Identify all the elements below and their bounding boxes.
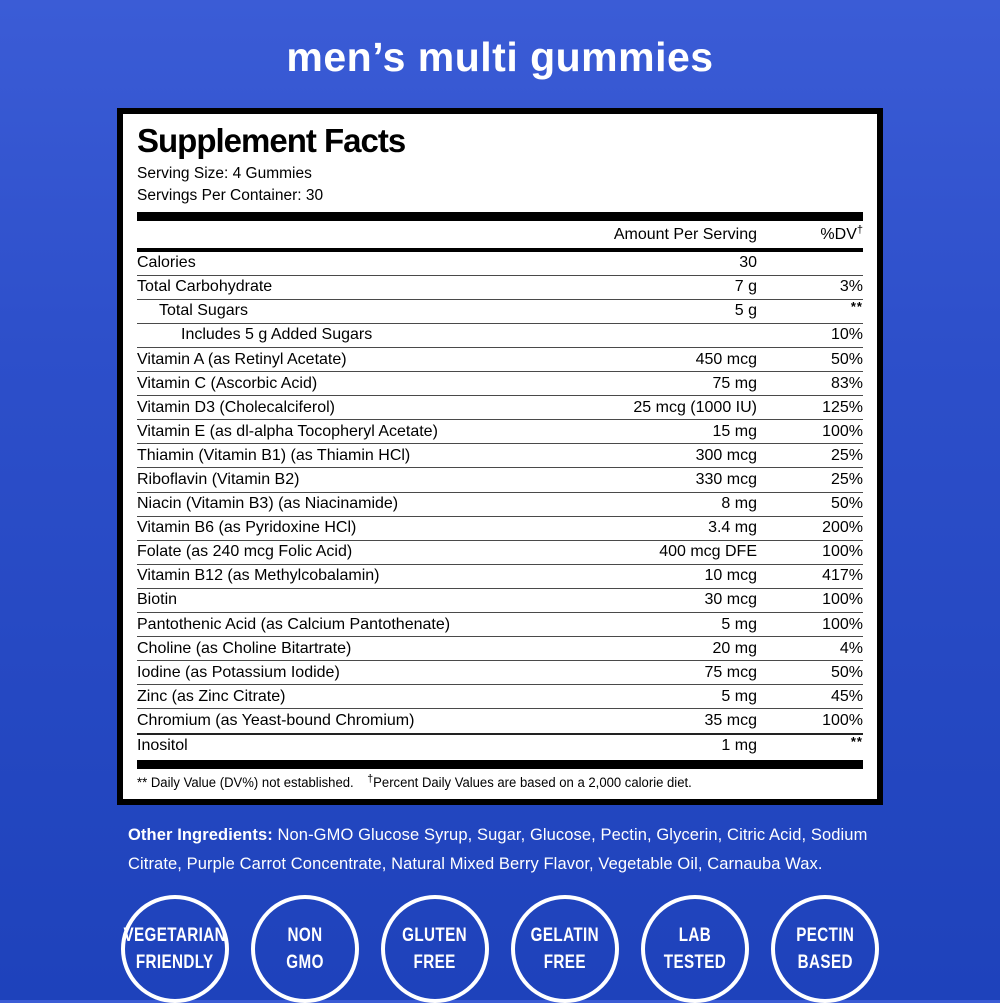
nutrient-name: Choline (as Choline Bitartrate) bbox=[137, 639, 352, 657]
table-row bbox=[137, 588, 863, 612]
percent-dv-header: %DV† bbox=[820, 223, 863, 243]
footnote-percent-dv: Percent Daily Values are based on a 2,000 calorie diet. bbox=[373, 774, 692, 790]
nutrient-dv: 45% bbox=[830, 687, 863, 705]
nutrient-amount: 75 mcg bbox=[704, 663, 757, 681]
nutrient-amount: 35 mcg bbox=[704, 711, 757, 729]
nutrient-name: Vitamin E (as dl-alpha Tocopheryl Acetate) bbox=[137, 422, 438, 440]
badge-row bbox=[0, 895, 1000, 1003]
nutrient-name: Total Sugars bbox=[159, 302, 248, 320]
nutrient-amount: 5 mg bbox=[721, 687, 757, 705]
nutrient-dv bbox=[757, 734, 863, 755]
nutrient-dv: 25% bbox=[830, 446, 863, 464]
nutrient-dv: 25% bbox=[830, 470, 863, 488]
table-row bbox=[137, 492, 863, 516]
nutrient-dv: 100% bbox=[822, 711, 863, 729]
nutrient-amount: 400 mcg DFE bbox=[659, 543, 757, 561]
table-row bbox=[137, 419, 863, 443]
supplement-facts-panel bbox=[117, 108, 883, 805]
nutrient-name: Chromium (as Yeast-bound Chromium) bbox=[137, 711, 415, 729]
other-ingredients-label: Other Ingredients: bbox=[128, 825, 273, 844]
nutrient-dv: 100% bbox=[822, 615, 863, 633]
nutrient-amount: 3.4 mg bbox=[708, 519, 757, 537]
nutrient-dv: 50% bbox=[830, 663, 863, 681]
nutrient-amount: 5 mg bbox=[721, 615, 757, 633]
table-row bbox=[137, 323, 863, 347]
product-title: men’s multi gummies bbox=[286, 34, 714, 80]
nutrient-amount: 450 mcg bbox=[695, 350, 757, 368]
table-row bbox=[137, 516, 863, 540]
nutrient-amount: 5 g bbox=[734, 302, 757, 320]
nutrient-name: Zinc (as Zinc Citrate) bbox=[137, 687, 286, 705]
badge-label: VEGETARIAN FRIENDLY bbox=[123, 923, 227, 973]
table-row bbox=[137, 275, 863, 299]
badge-label: GLUTEN FREE bbox=[402, 923, 468, 973]
nutrient-amount: 7 g bbox=[734, 278, 757, 296]
dagger-mark: † bbox=[856, 223, 863, 236]
nutrient-amount: 25 mcg (1000 IU) bbox=[633, 398, 757, 416]
table-row bbox=[137, 708, 863, 732]
nutrient-amount: 1 mg bbox=[721, 737, 757, 755]
nutrient-name: Folate (as 240 mcg Folic Acid) bbox=[137, 543, 353, 561]
nutrient-name: Vitamin A (as Retinyl Acetate) bbox=[137, 350, 347, 368]
table-row bbox=[137, 733, 863, 758]
nutrient-dv: 3% bbox=[839, 278, 863, 296]
nutrient-dv: 125% bbox=[822, 398, 863, 416]
nutrient-amount: 300 mcg bbox=[695, 446, 757, 464]
badge-label: LAB TESTED bbox=[663, 923, 727, 973]
nutrient-amount: 20 mg bbox=[712, 639, 757, 657]
other-ingredients bbox=[128, 821, 872, 880]
nutrient-dv: 83% bbox=[830, 374, 863, 392]
nutrient-name: Iodine (as Potassium Iodide) bbox=[137, 663, 340, 681]
nutrient-dv: 200% bbox=[822, 519, 863, 537]
nutrient-name: Vitamin B6 (as Pyridoxine HCl) bbox=[137, 519, 357, 537]
supplement-facts-title: Supplement Facts bbox=[137, 122, 406, 159]
nutrient-name: Vitamin D3 (Cholecalciferol) bbox=[137, 398, 335, 416]
nutrient-amount: 8 mg bbox=[721, 495, 757, 513]
badge-label: NON GMO bbox=[286, 923, 324, 973]
nutrient-name: Biotin bbox=[137, 591, 178, 609]
footnote-dagger: † bbox=[367, 772, 374, 785]
badge-pectin-based bbox=[771, 895, 879, 1003]
table-row bbox=[137, 636, 863, 660]
table-row bbox=[137, 443, 863, 467]
table-row bbox=[137, 540, 863, 564]
table-row bbox=[137, 395, 863, 419]
table-row bbox=[137, 467, 863, 491]
divider-thick-bottom bbox=[137, 760, 863, 769]
nutrient-name: Pantothenic Acid (as Calcium Pantothenate) bbox=[137, 615, 451, 633]
footnote bbox=[137, 769, 841, 791]
nutrient-dv: 100% bbox=[822, 591, 863, 609]
nutrient-name: Riboflavin (Vitamin B2) bbox=[137, 470, 300, 488]
table-row bbox=[137, 612, 863, 636]
servings-per-container: Servings Per Container: 30 bbox=[137, 186, 324, 204]
badge-label: GELATIN FREE bbox=[530, 923, 600, 973]
table-row bbox=[137, 252, 863, 275]
badge-vegetarian-friendly bbox=[121, 895, 229, 1003]
nutrient-dv bbox=[757, 299, 863, 320]
nutrient-name: Niacin (Vitamin B3) (as Niacinamide) bbox=[137, 495, 399, 513]
nutrient-amount: 30 mcg bbox=[704, 591, 757, 609]
nutrient-dv: 50% bbox=[830, 350, 863, 368]
badge-gelatin-free bbox=[511, 895, 619, 1003]
nutrient-name: Includes 5 g Added Sugars bbox=[181, 326, 373, 344]
table-row bbox=[137, 684, 863, 708]
badge-label: PECTIN BASED bbox=[795, 923, 855, 973]
nutrient-dv: 100% bbox=[822, 422, 863, 440]
nutrient-name: Vitamin C (Ascorbic Acid) bbox=[137, 374, 318, 392]
nutrient-name: Calories bbox=[137, 254, 196, 272]
nutrient-table bbox=[137, 252, 863, 758]
footnote-dv-not-established: ** Daily Value (DV%) not established. bbox=[137, 774, 354, 790]
badge-lab-tested bbox=[641, 895, 749, 1003]
divider-thick-top bbox=[137, 212, 863, 221]
nutrient-dv: 4% bbox=[839, 639, 863, 657]
table-row bbox=[137, 564, 863, 588]
nutrient-name: Inositol bbox=[137, 737, 188, 755]
badge-gluten-free bbox=[381, 895, 489, 1003]
badge-non-gmo bbox=[251, 895, 359, 1003]
nutrient-amount: 75 mg bbox=[712, 374, 757, 392]
nutrient-dv: 10% bbox=[830, 326, 863, 344]
not-established-mark: ** bbox=[850, 734, 863, 750]
serving-size: Serving Size: 4 Gummies bbox=[137, 164, 312, 182]
nutrient-amount: 330 mcg bbox=[695, 470, 757, 488]
nutrient-name: Thiamin (Vitamin B1) (as Thiamin HCl) bbox=[137, 446, 411, 464]
table-row bbox=[137, 660, 863, 684]
table-row bbox=[137, 347, 863, 371]
nutrient-dv: 100% bbox=[822, 543, 863, 561]
nutrient-amount: 15 mg bbox=[712, 422, 757, 440]
nutrient-dv: 50% bbox=[830, 495, 863, 513]
amount-per-serving-header: Amount Per Serving bbox=[613, 225, 757, 243]
table-row bbox=[137, 299, 863, 323]
table-header-row bbox=[137, 221, 863, 248]
nutrient-name: Total Carbohydrate bbox=[137, 278, 273, 296]
nutrient-name: Vitamin B12 (as Methylcobalamin) bbox=[137, 567, 380, 585]
nutrient-amount: 10 mcg bbox=[704, 567, 757, 585]
not-established-mark: ** bbox=[850, 299, 863, 315]
other-ingredients-text: Non-GMO Glucose Syrup, Sugar, Glucose, Pectin, Glycerin, Citric Acid, Sodium Citrate, Purple Carrot Concentrate, Natural Mixed Berry Flavor, Vegetable Oil, Carnauba Wax. bbox=[128, 825, 868, 874]
nutrient-dv: 417% bbox=[822, 567, 863, 585]
nutrient-amount: 30 bbox=[739, 254, 757, 272]
table-row bbox=[137, 371, 863, 395]
